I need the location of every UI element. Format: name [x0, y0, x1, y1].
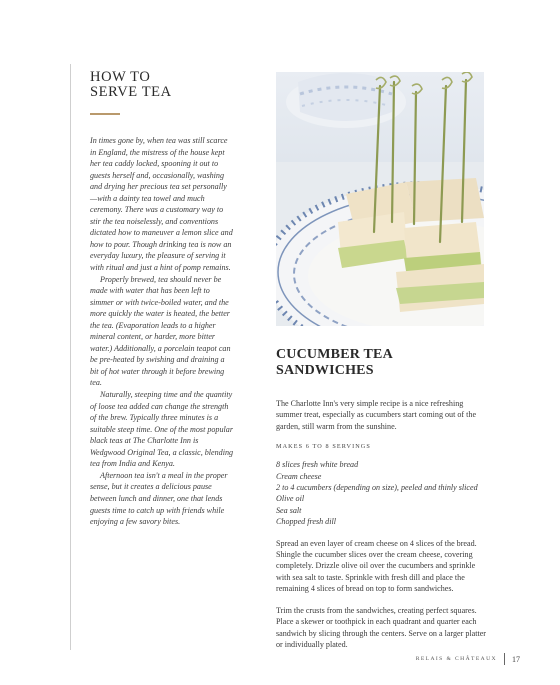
essay-paragraph: Afternoon tea isn't a meal in the proper sense, but it creates a delicious pause between lunch and dinner, one that lends guests time to catch up with friends while enjoying a few savory bites.: [90, 470, 228, 527]
page-number: 17: [512, 654, 520, 664]
sidebar-title-line-1: HOW TO: [90, 69, 151, 85]
ingredient-item: 8 slices fresh white bread: [276, 460, 359, 470]
recipe-title: CUCUMBER TEA SANDWICHES: [276, 347, 393, 378]
recipe-step: Trim the crusts from the sandwiches, creating perfect squares. Place a skewer or toothpick in each quadrant and quarter each sandwich by slicing through the centers. Serve on a larger platter or individually plated.: [276, 605, 486, 649]
footer-divider: [504, 653, 505, 665]
column-divider-rule: [70, 64, 71, 650]
sidebar-title: [90, 70, 234, 100]
ingredient-item: Sea salt: [276, 505, 302, 515]
recipe-step: Spread an even layer of cream cheese on 4 slices of the bread. Shingle the cucumber slices over the cream cheese, covering completely. Drizzle olive oil over the cucumbers and sprinkle with sea salt to taste. Sprinkle with fresh dill and place the remaining 4 slices of bread on top to form sandwiches.: [276, 538, 477, 594]
ingredient-item: Cream cheese: [276, 471, 322, 481]
sidebar-essay: [90, 135, 234, 528]
ingredient-item: 2 to 4 cucumbers (depending on size), peeled and thinly sliced: [276, 483, 478, 493]
title-accent-rule: [90, 113, 120, 115]
sidebar-how-to-serve-tea: [90, 70, 234, 528]
essay-paragraph: In times gone by, when tea was still scarce in England, the mistress of the house kept her tea caddy locked, spooning it out to guests herself and, occasionally, washing and drying her precious tea set personally—with a dainty tea towel and much ceremony. There was a customary way to stir the tea noiselessly, and conventions dictated how to maneuver a lemon slice and how to pour. Though drinking tea is now an everyday luxury, the pleasure of serving it with ritual and just a hint of pomp remains.: [90, 136, 233, 273]
ingredient-list: [276, 459, 486, 527]
sidebar-title-line-2: SERVE TEA: [90, 84, 172, 100]
essay-paragraph: Naturally, steeping time and the quantity of loose tea added can change the strength of the brew. Typically three minutes is a suitable steep time. One of the most popular black teas at The Charlotte Inn is Wedgwood Original Tea, a classic, blending tea from India and Kenya.: [90, 390, 234, 469]
recipe-section: [276, 347, 486, 650]
recipe-servings: MAKES 6 TO 8 SERVINGS: [276, 443, 371, 451]
ingredient-item: Chopped fresh dill: [276, 517, 336, 527]
essay-paragraph: Properly brewed, tea should never be made with water that has been left to simmer or with twice-boiled water, and the more quickly the water is heated, the better the tea. (Evaporation leads to a higher mineral content, or harder, more bitter water.) Additionally, a porcelain teapot can be pre-heated by swishing and draining a bit of hot water through it before brewing tea.: [90, 274, 231, 388]
ingredient-item: Olive oil: [276, 494, 305, 504]
page-footer: [416, 653, 520, 665]
sandwich-plate-illustration: [276, 72, 484, 326]
footer-brand: RELAIS & CHÂTEAUX: [415, 656, 497, 662]
cucumber-sandwiches-photo: [276, 72, 484, 326]
recipe-intro: The Charlotte Inn's very simple recipe is a nice refreshing summer treat, especially as cucumbers start coming out of the garden, still warm from the sunshine.: [276, 399, 477, 431]
